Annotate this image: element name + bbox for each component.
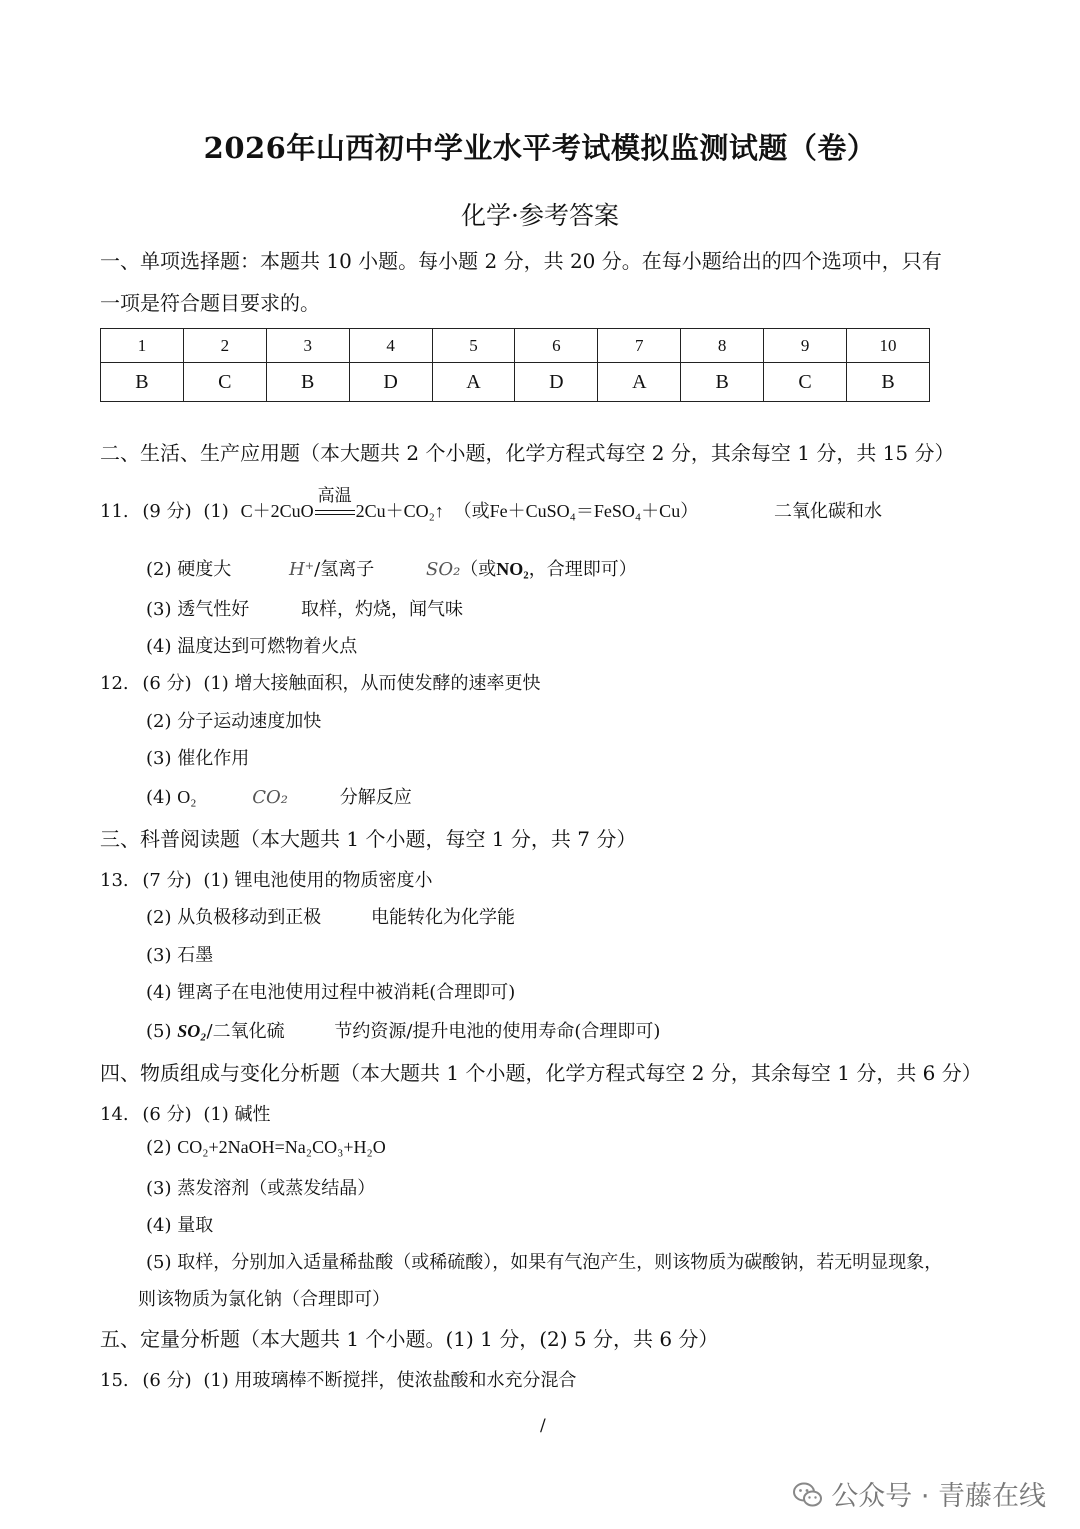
table-cell: 5	[432, 329, 515, 363]
alt-equation: Fe＋CuSO₄＝FeSO₄＋Cu	[489, 501, 681, 521]
answer-text: 透气性好	[177, 599, 250, 620]
table-cell: 8	[681, 329, 764, 363]
answer-text: （或	[460, 559, 497, 580]
answer-text: 从负极移动到正极	[177, 907, 322, 928]
reaction-condition	[314, 486, 356, 522]
answer-text: (1) 锂电池使用的物质密度小	[203, 870, 433, 891]
q13-line1	[100, 866, 433, 892]
question-score: (9 分)	[142, 501, 192, 522]
double-line-icon	[315, 510, 355, 515]
wechat-icon	[793, 1482, 823, 1508]
section1-heading-line2: 一项是符合题目要求的。	[100, 291, 320, 315]
table-cell: C	[764, 363, 847, 402]
answer-text: 电能转化为化学能	[370, 907, 515, 928]
page-title: 2026年山西初中学业水平考试模拟监测试题（卷）	[203, 131, 877, 165]
part-label: (5)	[146, 1021, 172, 1042]
answer-text: ，合理即可）	[528, 559, 637, 580]
table-cell: 7	[598, 329, 681, 363]
question-number: 15.	[100, 1370, 129, 1391]
condition-text: 高温	[317, 486, 352, 506]
alt-close: ）	[680, 501, 699, 522]
page-subtitle: 化学·参考答案	[461, 201, 619, 230]
q14-line1	[100, 1100, 271, 1126]
table-cell: B	[681, 363, 764, 402]
answer-formula: SO₂	[177, 1021, 207, 1041]
q14-part5-line2: 则该物质为氯化钠（合理即可）	[138, 1289, 390, 1310]
q12-part3: (3) 催化作用	[146, 748, 250, 769]
table-cell: D	[515, 363, 598, 402]
q12-part4	[146, 783, 412, 809]
q15-line1	[100, 1366, 577, 1392]
q14-part3: (3) 蒸发溶剂（或蒸发结晶）	[146, 1178, 376, 1199]
answer-text: 分解反应	[339, 787, 412, 808]
part-label: (3)	[146, 599, 172, 620]
watermark-text: 公众号 · 青藤在线	[831, 1481, 1046, 1512]
table-cell: 9	[764, 329, 847, 363]
q13-part5	[146, 1017, 660, 1043]
answer-formula: CO₂+2NaOH=Na₂CO₃+H₂O	[177, 1137, 386, 1157]
answer-formula: O₂	[177, 787, 197, 807]
question-score: (6 分)	[142, 1104, 192, 1125]
question-score: (7 分)	[142, 870, 192, 891]
watermark	[793, 1474, 1046, 1513]
answer-text: /氢离子	[314, 559, 375, 580]
table-cell: B	[847, 363, 930, 402]
table-cell: D	[349, 363, 432, 402]
section2-heading: 二、生活、生产应用题（本大题共 2 个小题，化学方程式每空 2 分，其余每空 1 分，共 15 分）	[100, 441, 955, 465]
answer-text: /二氧化硫	[206, 1021, 285, 1042]
q11-part4	[146, 632, 357, 658]
q11-product-answer: 二氧化碳和水	[774, 501, 882, 522]
table-cell: 1	[101, 329, 184, 363]
q14-part4: (4) 量取	[146, 1215, 214, 1236]
table-cell: 10	[847, 329, 930, 363]
part-label: (4)	[146, 636, 172, 657]
question-number: 13.	[100, 870, 129, 891]
answer-text: 温度达到可燃物着火点	[177, 636, 358, 657]
part-label: (2)	[146, 1137, 172, 1158]
q12-part2: (2) 分子运动速度加快	[146, 711, 322, 732]
answer-table-key-row	[101, 363, 930, 402]
part-label: (2)	[146, 907, 172, 928]
question-score: (6 分)	[142, 1370, 192, 1391]
table-cell: 6	[515, 329, 598, 363]
answer-formula: CO₂	[252, 787, 288, 808]
q13-part2	[146, 903, 515, 929]
question-number: 12.	[100, 673, 129, 694]
section1-heading-line1: 一、单项选择题：本题共 10 小题。每小题 2 分，共 20 分。在每小题给出的四个选项中，只有	[100, 249, 942, 273]
section3-heading: 三、科普阅读题（本大题共 1 个小题，每空 1 分，共 7 分）	[100, 827, 637, 851]
equation-left: C＋2CuO	[240, 501, 314, 521]
answer-formula: NO₂	[496, 559, 529, 579]
q11-line1	[100, 486, 699, 523]
q14-part2	[146, 1137, 386, 1158]
answer-text: (1) 增大接触面积，从而使发酵的速率更快	[203, 673, 541, 694]
page-number: /	[540, 1416, 546, 1436]
answer-text: 节约资源/提升电池的使用寿命(合理即可)	[334, 1021, 661, 1042]
q11-part3	[146, 595, 463, 621]
part-label: (4)	[146, 787, 172, 808]
answer-table-number-row	[101, 329, 930, 363]
question-number: 14.	[100, 1104, 129, 1125]
table-cell: B	[266, 363, 349, 402]
alt-open: （或	[453, 501, 490, 522]
q11-part2	[146, 555, 637, 581]
answer-table	[100, 328, 930, 402]
table-cell: 4	[349, 329, 432, 363]
answer-formula: H⁺	[288, 559, 315, 580]
answer-text: (1) 用玻璃棒不断搅拌，使浓盐酸和水充分混合	[203, 1370, 577, 1391]
q12-line1	[100, 669, 541, 695]
q14-part5-line1: (5) 取样，分别加入适量稀盐酸（或稀硫酸），如果有气泡产生，则该物质为碳酸钠，若无明显现象，	[146, 1252, 943, 1273]
table-cell: 3	[266, 329, 349, 363]
section4-heading: 四、物质组成与变化分析题（本大题共 1 个小题，化学方程式每空 2 分，其余每空 1 分，共 6 分）	[100, 1061, 982, 1085]
q13-part3: (3) 石墨	[146, 945, 214, 966]
table-cell: A	[432, 363, 515, 402]
equation-right: 2Cu＋CO₂↑	[355, 501, 444, 521]
answer-text: 取样，灼烧，闻气味	[300, 599, 463, 620]
part-label: (2)	[146, 559, 172, 580]
table-cell: A	[598, 363, 681, 402]
part-label: (1)	[203, 501, 229, 522]
question-number: 11.	[100, 501, 129, 522]
answer-text: 硬度大	[177, 559, 232, 580]
section5-heading: 五、定量分析题（本大题共 1 个小题。(1) 1 分，(2) 5 分，共 6 分）	[100, 1327, 719, 1351]
table-cell: B	[101, 363, 184, 402]
table-cell: C	[183, 363, 266, 402]
q13-part4: (4) 锂离子在电池使用过程中被消耗(合理即可)	[146, 982, 516, 1003]
answer-text: (1) 碱性	[203, 1104, 271, 1125]
question-score: (6 分)	[142, 673, 192, 694]
answer-formula: SO₂	[425, 559, 461, 580]
table-cell: 2	[183, 329, 266, 363]
